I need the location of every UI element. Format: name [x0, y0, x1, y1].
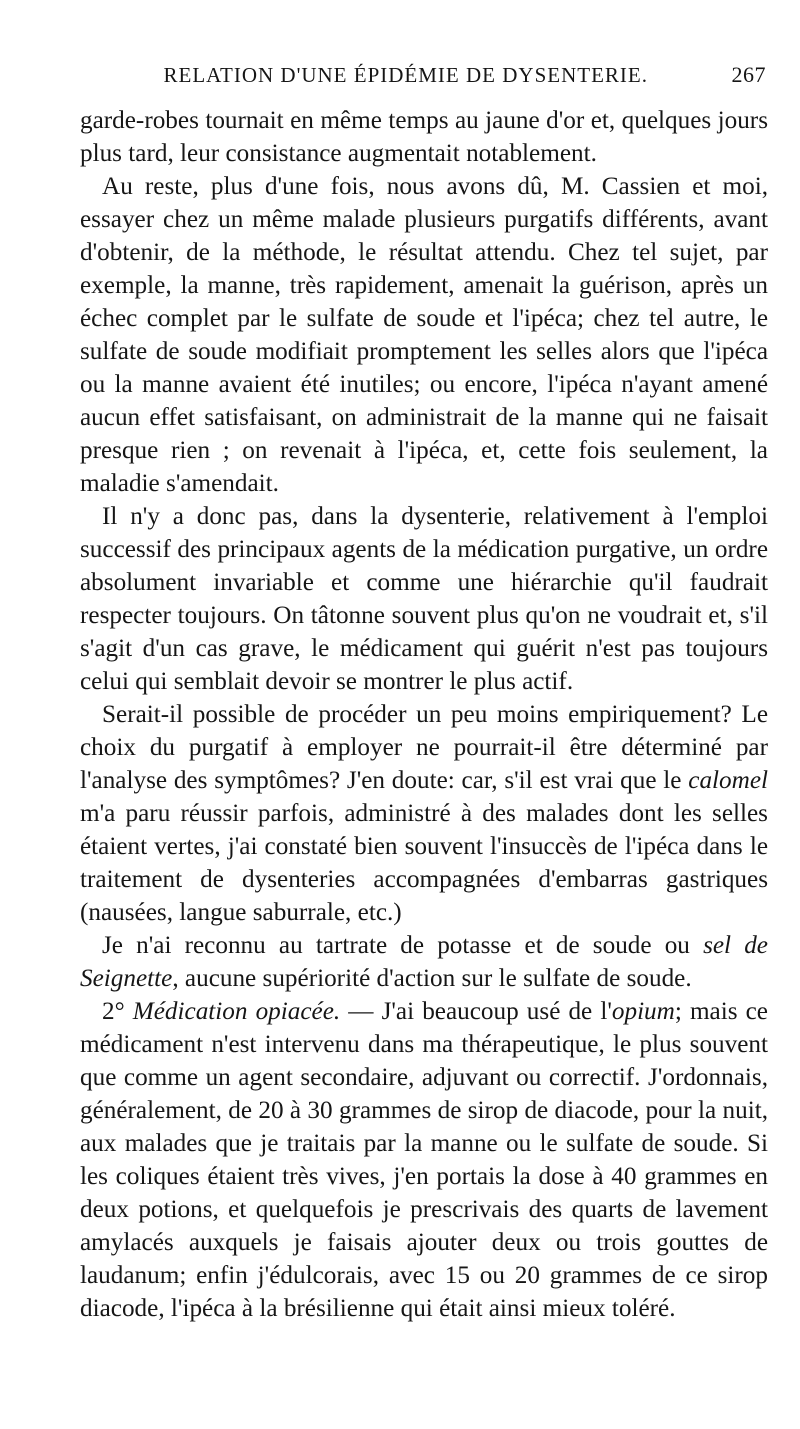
paragraph-5: [80, 929, 768, 995]
running-title: RELATION D'UNE ÉPIDÉMIE DE DYSENTERIE.: [163, 63, 648, 87]
paragraph-5-text-a: Je n'ai reconnu au tartrate de potasse et de soude ou: [102, 932, 704, 959]
paragraph-4-text-a: Serait-il possible de procéder un peu moins empiriquement? Le choix du purgatif à employer ne pourrait-il être déterminé par l'analyse des symptômes? J'en doute: car, s'il est vrai que le: [80, 701, 768, 794]
paragraph-5-text-b: , aucune supériorité d'action sur le sulfate de soude.: [172, 965, 692, 992]
paragraph-6-italic-heading: Médication opiacée.: [132, 998, 341, 1025]
paragraph-4: [80, 698, 768, 929]
paragraph-3: Il n'y a donc pas, dans la dysenterie, relativement à l'emploi successif des principaux agents de la médication purgative, un ordre absolument invariable et comme une hiérarchie qu'il faudrait respecter toujours. On tâtonne souvent plus qu'on ne voudrait et, s'il s'agit d'un cas grave, le médicament qui guérit n'est pas toujours celui qui semblait devoir se montrer le plus actif.: [80, 503, 768, 695]
paragraph-5-italic-sel-de-seignette: sel de Seignette: [80, 932, 768, 992]
page-number: 267: [731, 62, 766, 87]
page-header: [80, 62, 768, 88]
paragraph-2: Au reste, plus d'une fois, nous avons dû, M. Cassien et moi, essayer chez un même malade plusieurs purgatifs différents, avant d'obtenir, de la méthode, le résultat attendu. Chez tel sujet, par exemple, la manne, très rapidement, amenait la guérison, après un échec complet par le sulfate de soude et l'ipéca; chez tel autre, le sulfate de soude modifiait promptement les selles alors que l'ipéca ou la manne avaient été inutiles; ou encore, l'ipéca n'ayant amené aucun effet satisfaisant, on administrait de la manne qui ne faisait presque rien ; on revenait à l'ipéca, et, cette fois seulement, la maladie s'amendait.: [80, 173, 768, 497]
paragraph-6-text-b: — J'ai beaucoup usé de l': [340, 998, 612, 1025]
body-text: [80, 104, 768, 1325]
paragraph-4-italic-calomel: calomel: [688, 767, 768, 794]
paragraph-1: garde-robes tournait en même temps au jaune d'or et, quelques jours plus tard, leur consistance augmentait notablement.: [80, 107, 768, 167]
paragraph-6-italic-opium: opium: [611, 998, 675, 1025]
paragraph-6-text-c: ; mais ce médicament n'est intervenu dans ma thérapeutique, le plus souvent que comme un agent secondaire, adjuvant ou correctif. J'ordonnais, généralement, de 20 à 30 grammes de sirop de diacode, pour la nuit, aux malades que je traitais par la manne ou le sulfate de soude. Si les coliques étaient très vives, j'en portais la dose à 40 grammes en deux potions, et quelquefois je prescrivais des quarts de lavement amylacés auxquels je faisais ajouter deux ou trois gouttes de laudanum; enfin j'édulcorais, avec 15 ou 20 grammes de ce sirop diacode, l'ipéca à la brésilienne qui était ainsi mieux toléré.: [80, 998, 768, 1322]
paragraph-4-text-b: m'a paru réussir parfois, administré à des malades dont les selles étaient vertes, j'ai constaté bien souvent l'insuccès de l'ipéca dans le traitement de dysenteries accompagnées d'embarras gastriques (nausées, langue saburrale, etc.): [80, 800, 768, 926]
paragraph-6-text-a: 2°: [102, 998, 133, 1025]
book-page: [80, 62, 768, 1325]
paragraph-6: [80, 995, 768, 1325]
